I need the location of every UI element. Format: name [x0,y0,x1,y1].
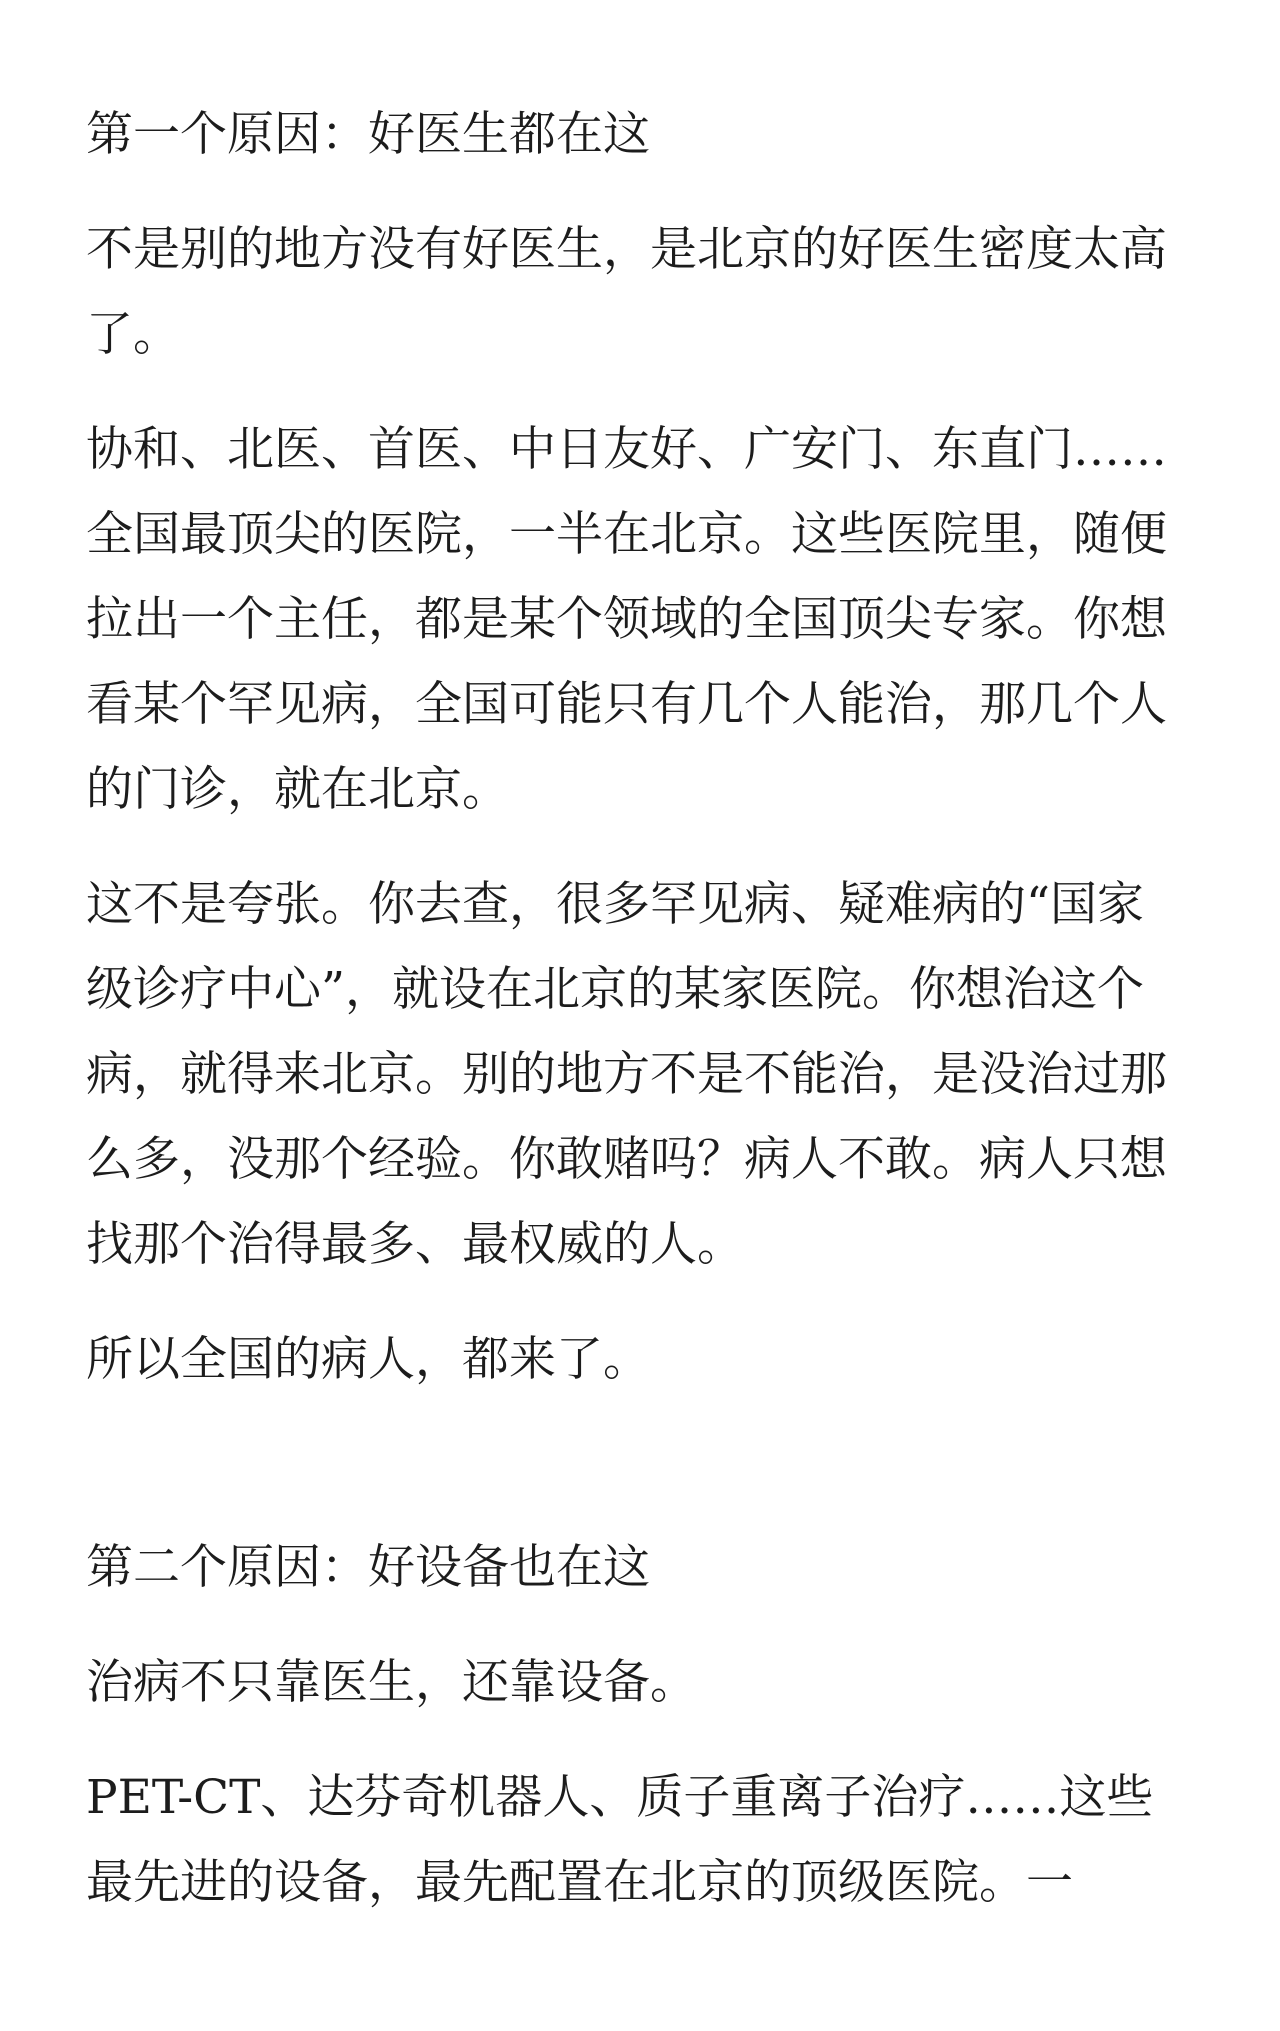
paragraph: 协和、北医、首医、中日友好、广安门、东直门……全国最顶尖的医院，一半在北京。这些医院里，随便拉出一个主任，都是某个领域的全国顶尖专家。你想看某个罕见病，全国可能只有几个人能治，那几个人的门诊，就在北京。 [86,422,1167,817]
section-heading: 第一个原因：好医生都在这 [86,107,650,162]
paragraph: 所以全国的病人，都来了。 [86,1332,650,1387]
paragraph: 这不是夸张。你去查，很多罕见病、疑难病的“国家级诊疗中心”，就设在北京的某家医院。你想治这个病，就得来北京。别的地方不是不能治，是没治过那么多，没那个经验。你敢赌吗？病人不敢。病人只想找那个治得最多、最权威的人。 [86,877,1167,1272]
section-heading: 第二个原因：好设备也在这 [86,1540,650,1595]
paragraph: 治病不只靠医生，还靠设备。 [86,1655,697,1710]
paragraph: PET-CT、达芬奇机器人、质子重离子治疗……这些最先进的设备，最先配置在北京的顶级医院。一 [86,1770,1154,1910]
paragraph: 不是别的地方没有好医生，是北京的好医生密度太高了。 [86,222,1167,362]
